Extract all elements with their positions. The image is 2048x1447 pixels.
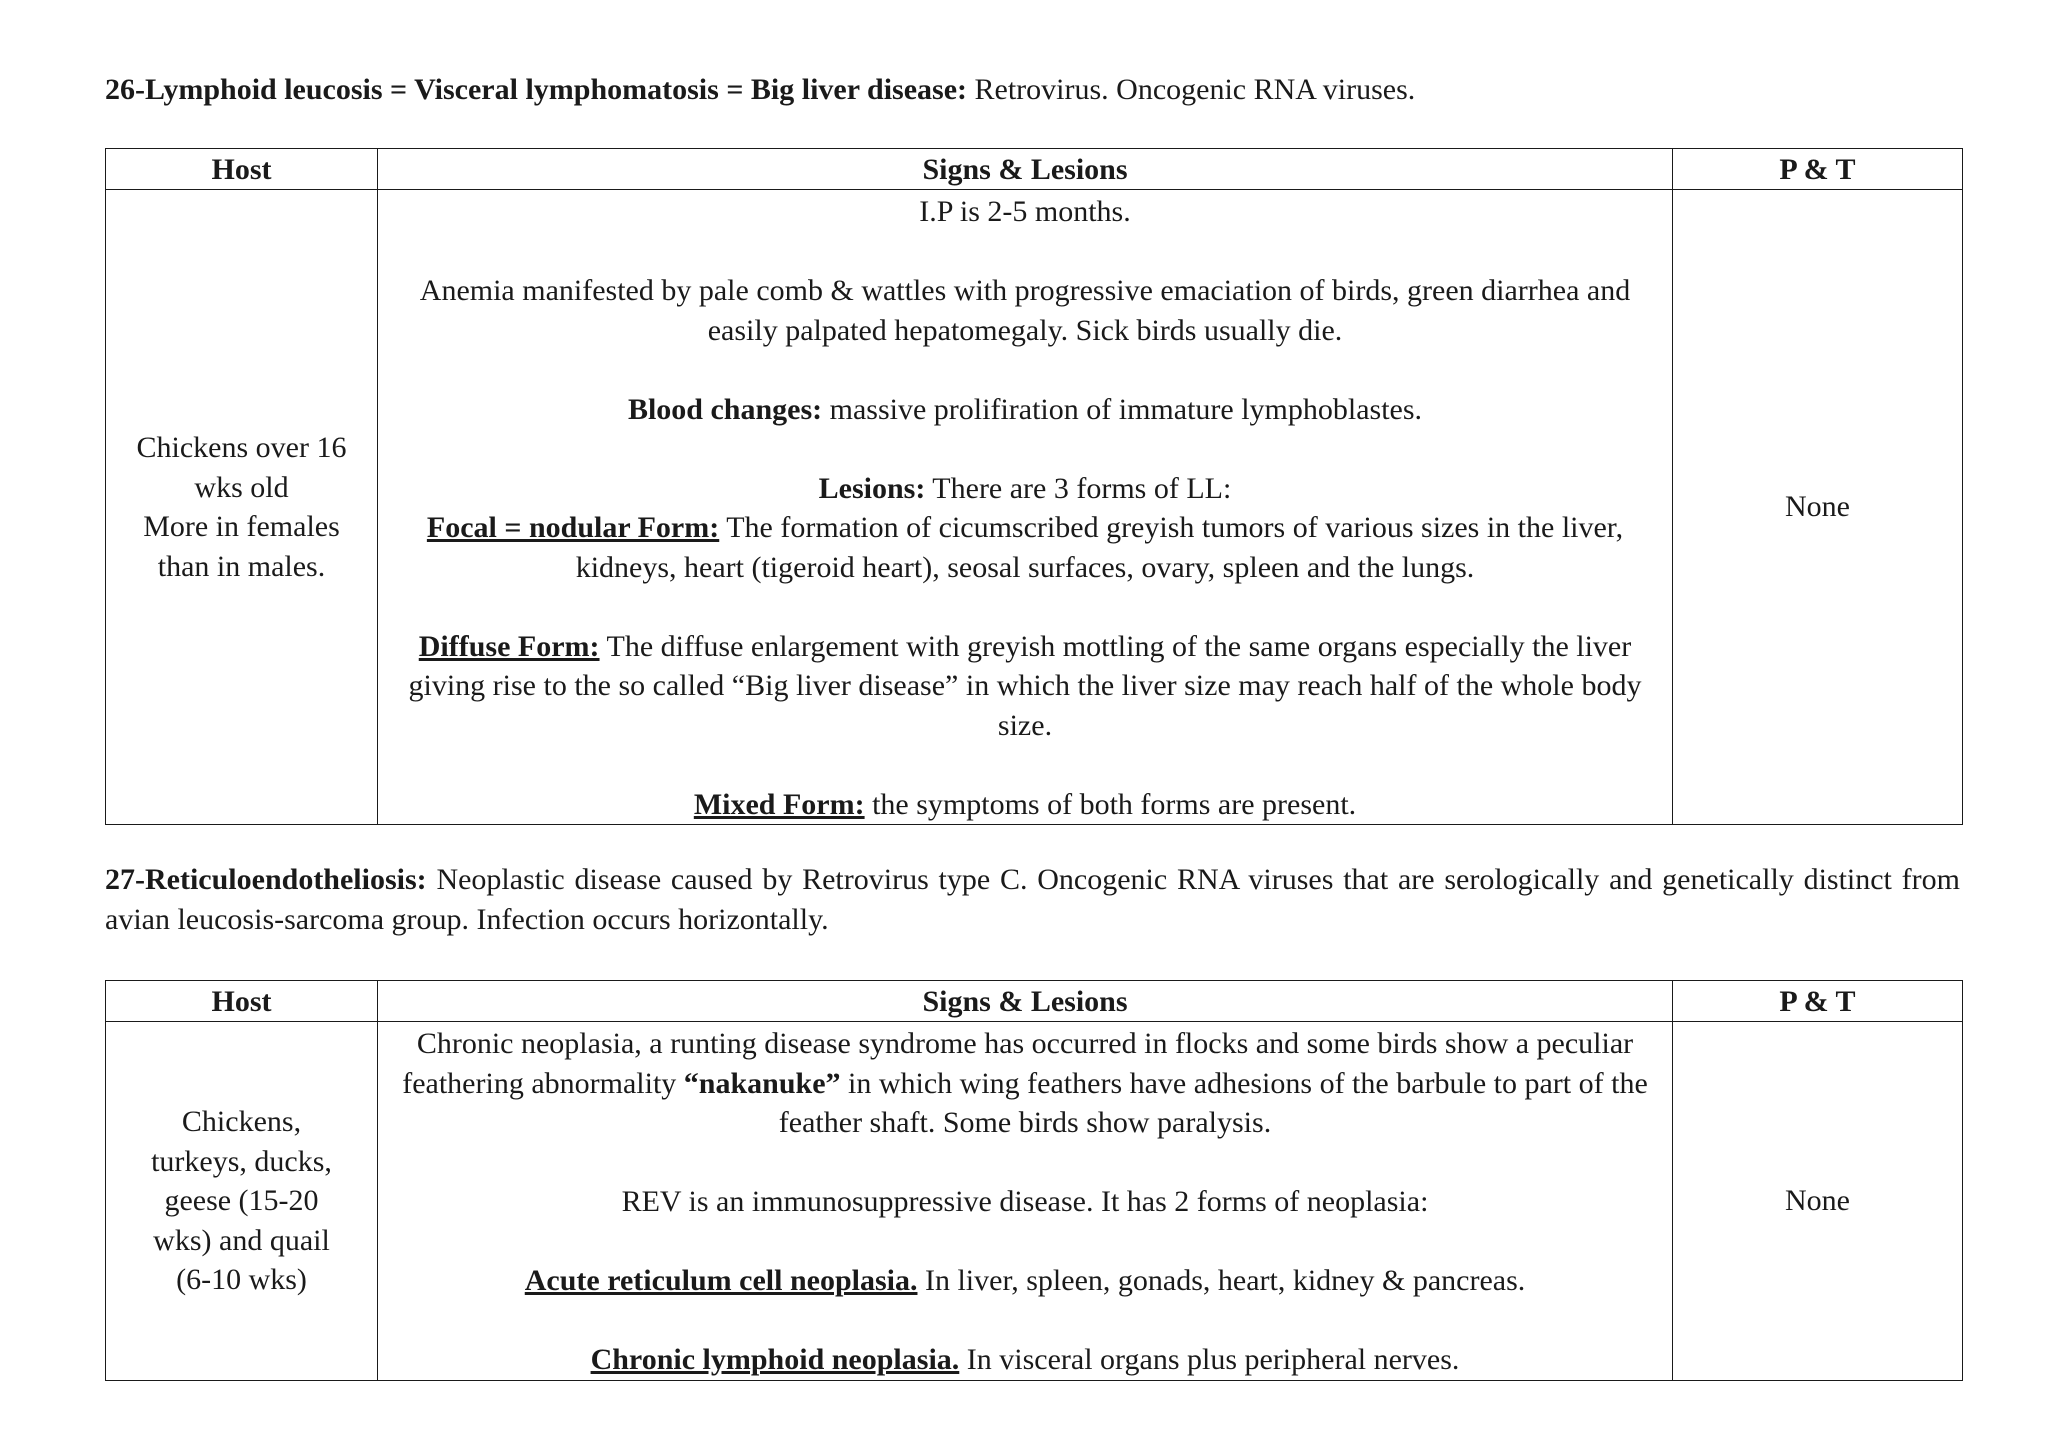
- host-line: Chickens,: [181, 1105, 302, 1138]
- host-line: than in males.: [157, 549, 326, 583]
- acute-neoplasia-text: In liver, spleen, gonads, heart, kidney & pancreas.: [924, 1264, 1526, 1297]
- table-header-row: [106, 981, 1963, 1022]
- blood-changes-label: Blood changes:: [627, 392, 823, 426]
- host-cell: [106, 190, 378, 825]
- host-line: More in females: [143, 510, 340, 543]
- section-27-heading: [105, 860, 1960, 939]
- pt-header: P & T: [1673, 981, 1963, 1022]
- signs-lesions-header: Signs & Lesions: [378, 149, 1673, 190]
- host-cell: [106, 1022, 378, 1381]
- table-row: [106, 1022, 1963, 1381]
- focal-form: [384, 508, 1666, 587]
- chronic-lymphoid-neoplasia: [384, 1340, 1666, 1380]
- pt-header: P & T: [1673, 149, 1963, 190]
- host-line: wks old: [194, 470, 289, 504]
- mixed-form-label: Mixed Form:: [693, 787, 865, 821]
- anemia-text: Anemia manifested by pale comb & wattles with progressive emaciation of birds, green diarrhea and easily palpated hepatomegaly. Sick birds usually die.: [419, 274, 1631, 347]
- section-26-heading: [105, 70, 1960, 110]
- focal-form-text: The formation of cicumscribed greyish tumors of various sizes in the liver, kidneys, heart (tigeroid heart), seosal surfaces, ovary, spleen and the lungs.: [575, 511, 1624, 584]
- diffuse-form-text: The diffuse enlargement with greyish mottling of the same organs especially the liver giving rise to the so called “Big liver disease” in which the liver size may reach half of the whole body size.: [408, 629, 1642, 742]
- section-27-title: 27-Reticuloendotheliosis:: [105, 863, 427, 896]
- mixed-form: [384, 785, 1666, 825]
- pt-cell: None: [1673, 1022, 1963, 1381]
- signs-lesions-cell: [378, 1022, 1673, 1381]
- host-line: turkeys, ducks,: [151, 1144, 332, 1178]
- acute-neoplasia-label: Acute reticulum cell neoplasia.: [524, 1264, 918, 1297]
- signs-lesions-cell: [378, 190, 1673, 825]
- nakanuke-term: “nakanuke”: [683, 1066, 841, 1100]
- section-26-intro: Retrovirus. Oncogenic RNA viruses.: [974, 73, 1416, 106]
- chronic-lymphoid-text: In visceral organs plus peripheral nerves.: [966, 1343, 1460, 1376]
- lesions-text: There are 3 forms of LL:: [932, 471, 1232, 505]
- table-header-row: [106, 149, 1963, 190]
- host-header: Host: [106, 981, 378, 1022]
- section-27-intro: Neoplastic disease caused by Retrovirus type C. Oncogenic RNA viruses that are serologically and genetically distinct from avian leucosis-sarcoma group. Infection occurs horizontally.: [105, 863, 1960, 936]
- diffuse-form: [384, 627, 1666, 746]
- chronic-neoplasia-text: [384, 1024, 1666, 1143]
- diffuse-form-label: Diffuse Form:: [418, 629, 600, 663]
- acute-neoplasia: [384, 1261, 1666, 1301]
- host-line: Chickens over 16: [136, 431, 347, 464]
- lymphoid-leucosis-table: [105, 148, 1963, 825]
- host-line: (6-10 wks): [176, 1263, 307, 1296]
- host-line: wks) and quail: [153, 1223, 330, 1257]
- signs-lesions-header: Signs & Lesions: [378, 981, 1673, 1022]
- incubation-period: I.P is 2-5 months.: [919, 195, 1131, 228]
- focal-form-label: Focal = nodular Form:: [426, 511, 720, 544]
- lesions-intro: [384, 469, 1666, 509]
- blood-changes-text: massive prolifiration of immature lymphoblastes.: [829, 392, 1423, 426]
- table-row: [106, 190, 1963, 825]
- reticuloendotheliosis-table: [105, 980, 1963, 1381]
- chronic-lymphoid-label: Chronic lymphoid neoplasia.: [590, 1343, 960, 1376]
- lesions-label: Lesions:: [818, 471, 926, 505]
- section-26-title: 26-Lymphoid leucosis = Visceral lymphomatosis = Big liver disease:: [105, 73, 968, 106]
- chronic-neoplasia-post: in which wing feathers have adhesions of the barbule to part of the feather shaft. Some birds show paralysis.: [778, 1066, 1648, 1139]
- host-line: geese (15-20: [164, 1184, 319, 1217]
- blood-changes: [384, 390, 1666, 430]
- mixed-form-text: the symptoms of both forms are present.: [872, 787, 1357, 821]
- rev-text: REV is an immunosuppressive disease. It has 2 forms of neoplasia:: [621, 1185, 1429, 1218]
- host-header: Host: [106, 149, 378, 190]
- pt-cell: None: [1673, 190, 1963, 825]
- chronic-neoplasia-pre: Chronic neoplasia, a runting disease syndrome has occurred in flocks and some birds show a peculiar feathering abnormality: [402, 1027, 1634, 1100]
